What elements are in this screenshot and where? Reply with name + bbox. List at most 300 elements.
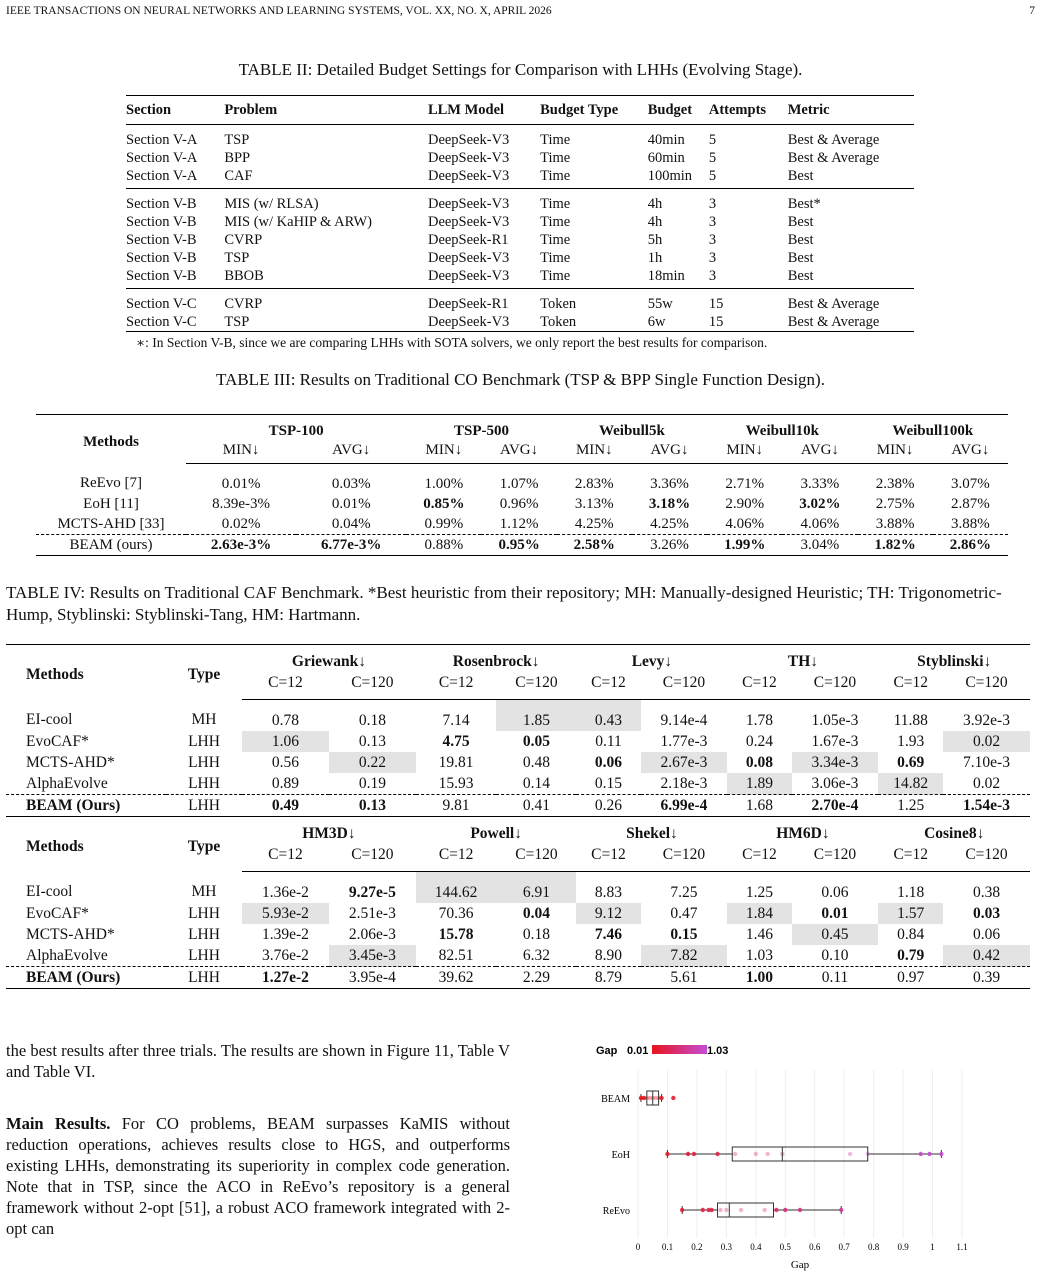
table2-col-header: LLM Model [428, 96, 540, 125]
type-cell: LHH [188, 925, 220, 943]
type-header: Type [187, 666, 221, 684]
method-name: MCTS-AHD* [26, 925, 115, 943]
x-tick-label: 0.4 [750, 1242, 762, 1252]
value-cell: 9.12 [576, 903, 640, 924]
value-cell: 2.67e-3 [641, 752, 728, 773]
value-cell: 15.93 [438, 774, 474, 792]
value-cell: 0.85% [423, 495, 465, 512]
group-header: Styblinski↓ [917, 652, 992, 670]
value-cell: 4.25% [574, 515, 614, 532]
table2-cell: 4h [647, 196, 663, 212]
body-paragraph-2 [6, 1113, 510, 1239]
table2-cell: 3 [708, 196, 717, 212]
table2-cell: DeepSeek-V3 [427, 150, 510, 166]
table2-cell: TSP [224, 314, 250, 330]
table2-cell: MIS (w/ KaHIP & ARW) [224, 214, 372, 230]
table2-cell: Time [540, 196, 571, 212]
value-cell: 4.75 [442, 732, 470, 750]
group-header: Shekel↓ [626, 824, 678, 842]
value-cell: 2.70e-4 [792, 795, 879, 817]
sub-header: C=12 [416, 672, 497, 700]
x-tick-label: 1 [930, 1242, 935, 1252]
value-cell: 0.79 [897, 946, 925, 964]
table2-col-header: Attempts [709, 96, 788, 125]
value-cell: 0.10 [821, 946, 849, 964]
table2-cell: 3 [708, 250, 717, 266]
sub-header: C=12 [878, 672, 943, 700]
table2-col-header: Budget [648, 96, 709, 125]
method-name: EI-cool [26, 883, 73, 901]
value-cell: 9.14e-4 [660, 711, 708, 729]
value-cell: 0.47 [670, 904, 698, 922]
value-cell: 0.89 [271, 774, 300, 792]
table-row [126, 167, 914, 189]
group-header: Rosenbrock↓ [452, 652, 540, 670]
x-tick-label: 0.3 [720, 1242, 732, 1252]
value-cell: 14.82 [878, 773, 943, 795]
table2-cell: 40min [647, 132, 685, 148]
methods-header: Methods [83, 433, 139, 450]
value-cell: 0.42 [943, 945, 1030, 967]
value-cell: 0.04 [522, 904, 550, 922]
table-row [6, 773, 1030, 795]
value-cell: 1.77e-3 [660, 732, 708, 750]
data-point [686, 1152, 690, 1156]
type-cell: MH [191, 883, 217, 901]
value-cell: 1.05e-3 [811, 711, 859, 729]
sub-header: C=120 [496, 672, 576, 700]
table2-cell: Section V-B [126, 267, 224, 289]
type-header: Type [187, 838, 221, 856]
table-row [6, 967, 1030, 989]
body-paragraph-1: the best results after three trials. The results are shown in Figure 11, Table V and Table VI. [6, 1041, 510, 1081]
value-cell: 3.26% [632, 535, 707, 556]
group-header: TH↓ [787, 652, 819, 670]
value-cell: 3.33% [800, 475, 840, 492]
table2-cell: Best [788, 167, 914, 189]
value-cell: 1.46 [745, 925, 774, 943]
value-cell: 1.99% [707, 535, 782, 556]
group-header: Weibull5k [598, 422, 665, 439]
value-cell: 5.93e-2 [242, 903, 329, 924]
group-header: TSP-100 [268, 422, 324, 439]
table4-group-row [6, 645, 1030, 673]
value-cell: 2.90% [725, 495, 765, 512]
value-cell: 3.92e-3 [963, 711, 1010, 729]
value-cell: 0.11 [792, 967, 879, 989]
data-point [671, 1096, 675, 1100]
value-cell: 0.15 [670, 925, 698, 943]
data-point [659, 1096, 663, 1100]
value-cell: 1.93 [897, 732, 925, 750]
table2-cell: 15 [708, 314, 724, 330]
value-cell: 6.32 [522, 946, 550, 964]
table-row [126, 313, 914, 332]
table2-cell: MIS (w/ RLSA) [224, 196, 319, 212]
table-row [126, 267, 914, 289]
table4-group-row [6, 817, 1030, 845]
value-cell: 0.18 [522, 925, 550, 943]
value-cell: 2.29 [496, 967, 576, 989]
group-header: HM3D↓ [302, 824, 356, 842]
value-cell: 3.06e-3 [811, 774, 859, 792]
table4-caption: TABLE IV: Results on Traditional CAF Benchmark. *Best heuristic from their repository; MH: Manually-designed Heuristic; TH: Trigonometric-Hump, Styblinski: Styblinski-Tang, HM: Hartmann. [6, 583, 1002, 624]
table2-cell: Section V-C [126, 314, 197, 330]
sub-header: C=12 [727, 672, 791, 700]
table-row [6, 924, 1030, 945]
table2-cell: 15 [708, 296, 724, 312]
value-cell: 3.13% [574, 495, 614, 512]
table2-cell: 3 [709, 267, 788, 289]
value-cell: 2.38% [875, 475, 915, 492]
table-row [126, 149, 914, 167]
table2-cell: Time [540, 232, 571, 248]
data-point [701, 1208, 705, 1212]
table4 [6, 644, 1030, 989]
value-cell: 1.36e-2 [262, 883, 309, 901]
group-header: Powell↓ [470, 824, 522, 842]
value-cell: 1.03 [745, 946, 774, 964]
series-label: ReEvo [602, 1206, 630, 1217]
sub-header: AVG↓ [481, 441, 556, 464]
table-row [126, 189, 914, 214]
table2-cell: Best & Average [787, 132, 880, 148]
value-cell: 1.25 [878, 795, 943, 817]
value-cell: 0.01% [221, 475, 261, 492]
table2-cell: Section V-B [126, 196, 197, 212]
legend-min-label: 0.01 [627, 1045, 649, 1057]
table2-cell: Section V-C [126, 296, 197, 312]
data-point [739, 1208, 743, 1212]
table2-cell: CVRP [224, 296, 263, 312]
value-cell: 0.11 [595, 732, 622, 750]
value-cell: 0.43 [576, 700, 640, 732]
table-row [126, 249, 914, 267]
value-cell: 0.69 [897, 753, 925, 771]
value-cell: 7.25 [670, 883, 698, 901]
value-cell: 0.06 [821, 883, 849, 901]
value-cell: 1.89 [727, 773, 791, 795]
sub-header: AVG↓ [632, 441, 707, 464]
value-cell: 2.58% [557, 535, 632, 556]
value-cell: 4.06% [725, 515, 765, 532]
value-cell: 19.81 [438, 753, 474, 771]
table-row [6, 872, 1030, 904]
x-tick-label: 0.8 [868, 1242, 880, 1252]
value-cell: 0.49 [242, 795, 329, 817]
value-cell: 39.62 [416, 967, 497, 989]
page-number: 7 [1029, 5, 1035, 17]
table-row [126, 231, 914, 249]
value-cell: 0.84 [897, 925, 925, 943]
sub-header: AVG↓ [296, 441, 406, 464]
table2-cell: Best [788, 267, 914, 289]
value-cell: 0.38 [972, 883, 1001, 901]
series-label: EoH [611, 1150, 630, 1161]
table-row [36, 494, 1008, 514]
table2-cell: 3 [708, 232, 717, 248]
value-cell: 0.01 [821, 904, 849, 922]
table2-cell: 60min [647, 150, 685, 166]
table2-cell: Time [540, 250, 571, 266]
table2-cell: 5 [708, 150, 717, 166]
sub-header: MIN↓ [557, 441, 632, 464]
value-cell: 0.13 [329, 795, 416, 817]
table2-col-header: Problem [224, 96, 428, 125]
table2-cell: Time [540, 150, 571, 166]
value-cell: 1.25 [745, 883, 774, 901]
table2-cell: CAF [224, 167, 428, 189]
value-cell: 7.82 [641, 945, 728, 967]
value-cell: 1.39e-2 [262, 925, 309, 943]
value-cell: 4.25% [650, 515, 689, 532]
data-point [680, 1208, 684, 1212]
value-cell: 0.06 [972, 925, 1001, 943]
type-cell: LHH [166, 795, 242, 817]
value-cell: 0.02% [221, 515, 261, 532]
table2-cell: Best [787, 232, 814, 248]
method-name: BEAM (ours) [36, 535, 186, 556]
group-header: Weibull10k [745, 422, 819, 439]
type-cell: LHH [166, 967, 242, 989]
value-cell: 0.88% [406, 535, 481, 556]
table2-cell: 4h [647, 214, 663, 230]
value-cell: 8.79 [576, 967, 640, 989]
sub-header: C=120 [792, 672, 879, 700]
data-point [709, 1208, 713, 1212]
data-point [665, 1152, 669, 1156]
value-cell: 82.51 [438, 946, 474, 964]
table3-group-row [36, 415, 1008, 442]
value-cell: 70.36 [438, 904, 474, 922]
table2-cell: Time [540, 214, 571, 230]
sub-header: C=120 [792, 844, 879, 872]
method-name: EvoCAF* [26, 904, 89, 922]
table2-cell: Best & Average [787, 296, 880, 312]
table2-cell: 5h [647, 232, 663, 248]
table2-cell: Best [787, 250, 814, 266]
data-point [927, 1152, 931, 1156]
method-name: ReEvo [7] [79, 475, 143, 492]
value-cell: 1.68 [727, 795, 791, 817]
value-cell: 0.26 [576, 795, 640, 817]
value-cell: 1.67e-3 [811, 732, 859, 750]
methods-header: Methods [26, 838, 84, 856]
value-cell: 0.02 [972, 774, 1001, 792]
value-cell: 0.19 [358, 774, 386, 792]
value-cell: 15.78 [438, 925, 474, 943]
header-title: IEEE TRANSACTIONS ON NEURAL NETWORKS AND LEARNING SYSTEMS, VOL. XX, NO. X, APRIL 2026 [6, 5, 552, 17]
value-cell: 1.18 [897, 883, 925, 901]
table2-cell: Section V-B [126, 232, 197, 248]
table2-cell: Time [540, 267, 648, 289]
table2-cell: 3 [708, 214, 717, 230]
value-cell: 0.04% [331, 515, 371, 532]
table2-caption: TABLE II: Detailed Budget Settings for Comparison with LHHs (Evolving Stage). [238, 60, 803, 79]
table2-header-row [126, 96, 914, 125]
data-point [939, 1152, 943, 1156]
table3 [36, 414, 1008, 556]
running-header [6, 5, 1035, 17]
sub-header: C=120 [641, 672, 728, 700]
value-cell: 1.06 [242, 731, 329, 752]
table2-note: ∗: In Section V-B, since we are comparing LHHs with SOTA solvers, we only report the best results for comparison. [136, 335, 768, 350]
sub-header: MIN↓ [858, 441, 933, 464]
value-cell: 2.18e-3 [660, 774, 708, 792]
table3-caption: TABLE III: Results on Traditional CO Benchmark (TSP & BPP Single Function Design). [216, 370, 825, 389]
data-point [919, 1152, 923, 1156]
legend-max-label: 1.03 [707, 1045, 729, 1057]
value-cell: 8.83 [594, 883, 623, 901]
type-cell: LHH [188, 732, 220, 750]
value-cell: 0.22 [329, 752, 416, 773]
value-cell: 3.88% [875, 515, 915, 532]
table2-col-header: Section [126, 96, 224, 125]
data-point [715, 1152, 719, 1156]
value-cell: 2.86% [933, 535, 1008, 556]
x-tick-label: 0.5 [779, 1242, 791, 1252]
table-row [6, 945, 1030, 967]
sub-header: AVG↓ [782, 441, 857, 464]
table-row [6, 903, 1030, 924]
sub-header: C=12 [576, 844, 640, 872]
table2-cell: DeepSeek-V3 [428, 267, 540, 289]
table-row [36, 535, 1008, 556]
value-cell: 0.96% [499, 495, 539, 512]
sub-header: MIN↓ [707, 441, 782, 464]
value-cell: 0.03 [972, 904, 1001, 922]
x-tick-label: 1.1 [956, 1242, 968, 1252]
value-cell: 3.45e-3 [329, 945, 416, 967]
data-point [762, 1208, 766, 1212]
value-cell: 8.90 [594, 946, 623, 964]
value-cell: 7.46 [594, 925, 623, 943]
type-cell: MH [191, 711, 217, 729]
value-cell: 1.00% [424, 475, 464, 492]
value-cell: 1.27e-2 [242, 967, 329, 989]
table2-cell: 5 [709, 167, 788, 189]
value-cell: 7.10e-3 [963, 753, 1010, 771]
series-label: BEAM [601, 1094, 630, 1105]
value-cell: 0.78 [271, 711, 300, 729]
sub-header: C=12 [576, 672, 640, 700]
value-cell: 0.13 [358, 732, 386, 750]
value-cell: 0.15 [594, 774, 623, 792]
x-tick-label: 0.7 [838, 1242, 850, 1252]
table2-cell: Best* [787, 196, 821, 212]
x-tick-label: 0.1 [661, 1242, 674, 1252]
type-cell: LHH [188, 904, 220, 922]
table-row [126, 213, 914, 231]
value-cell: 3.88% [950, 515, 990, 532]
table2-cell: 6w [647, 314, 666, 330]
group-header: Weibull100k [892, 422, 974, 439]
value-cell: 2.75% [875, 495, 915, 512]
legend-label: Gap [596, 1045, 618, 1057]
table2-cell: Best [787, 214, 814, 230]
table2-cell: Time [540, 167, 648, 189]
value-cell: 0.48 [522, 753, 550, 771]
value-cell: 2.71% [725, 475, 765, 492]
group-header: Cosine8↓ [924, 824, 985, 842]
value-cell: 0.02 [943, 731, 1030, 752]
table-row [6, 752, 1030, 773]
table2-cell: DeepSeek-R1 [427, 296, 509, 312]
data-point [848, 1152, 852, 1156]
sub-header: C=12 [878, 844, 943, 872]
value-cell: 6.91 [496, 872, 576, 904]
value-cell: 1.85 [496, 700, 576, 732]
data-point [733, 1152, 737, 1156]
value-cell: 0.41 [496, 795, 576, 817]
table2-cell: CVRP [224, 232, 263, 248]
data-point [839, 1208, 843, 1212]
method-name: AlphaEvolve [26, 774, 108, 792]
table2-cell: DeepSeek-R1 [427, 232, 509, 248]
table2-cell: 5 [708, 132, 717, 148]
method-name: MCTS-AHD* [26, 753, 115, 771]
value-cell: 0.05 [522, 732, 550, 750]
value-cell: 3.76e-2 [262, 946, 309, 964]
sub-header: C=120 [329, 672, 416, 700]
value-cell: 1.07% [499, 475, 539, 492]
table-row [126, 125, 914, 150]
legend-colorbar [652, 1045, 707, 1054]
table-row [6, 731, 1030, 752]
table2-cell: Time [540, 132, 571, 148]
value-cell: 1.12% [499, 515, 539, 532]
table2-cell: DeepSeek-V3 [427, 132, 510, 148]
table-row [36, 514, 1008, 535]
value-cell: 7.14 [442, 711, 470, 729]
value-cell: 0.99% [424, 515, 464, 532]
table2-cell: BBOB [224, 267, 428, 289]
value-cell: 0.18 [358, 711, 386, 729]
value-cell: 144.62 [416, 872, 497, 904]
value-cell: 1.82% [858, 535, 933, 556]
value-cell: 5.61 [641, 967, 728, 989]
paragraph-lead: Main Results. [6, 1114, 111, 1133]
table2-cell: DeepSeek-V3 [427, 196, 510, 212]
sub-header: C=12 [416, 844, 497, 872]
table2-cell: Best & Average [787, 314, 880, 330]
value-cell: 2.06e-3 [348, 925, 396, 943]
table2-col-header: Metric [788, 96, 914, 125]
table2-cell: TSP [224, 250, 250, 266]
data-point [718, 1208, 722, 1212]
group-header: TSP-500 [453, 422, 509, 439]
data-point [724, 1208, 728, 1212]
value-cell: 0.39 [943, 967, 1030, 989]
value-cell: 1.78 [745, 711, 774, 729]
gap-boxplot-figure [588, 1038, 978, 1272]
sub-header: C=120 [641, 844, 728, 872]
data-point [783, 1208, 787, 1212]
method-name: MCTS-AHD [33] [57, 515, 165, 532]
value-cell: 0.03% [331, 475, 371, 492]
value-cell: 0.56 [271, 753, 300, 771]
method-name: BEAM (Ours) [6, 967, 166, 989]
table2-cell: Section V-B [126, 214, 197, 230]
table2-cell: 1h [647, 250, 663, 266]
sub-header: MIN↓ [186, 441, 296, 464]
group-header: Griewank↓ [291, 652, 366, 670]
table2-cell: TSP [224, 132, 250, 148]
table2-cell: Best & Average [787, 150, 880, 166]
data-point [765, 1152, 769, 1156]
value-cell: 9.27e-5 [348, 883, 396, 901]
table2-cell: DeepSeek-V3 [427, 250, 510, 266]
